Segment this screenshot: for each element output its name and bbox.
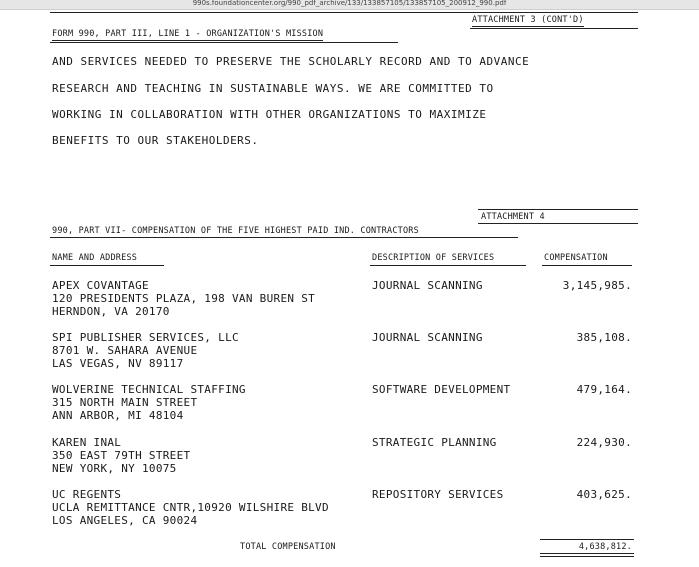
contractor-address-line-2: HERNDON, VA 20170 bbox=[52, 305, 170, 318]
contractor-name: KAREN INAL bbox=[52, 436, 122, 449]
contractor-address-line-1: 350 EAST 79TH STREET bbox=[52, 449, 191, 462]
contractor-name: SPI PUBLISHER SERVICES, LLC bbox=[52, 331, 239, 344]
compensation-amount: 224,930. bbox=[576, 436, 632, 449]
service-description: JOURNAL SCANNING bbox=[372, 279, 483, 292]
total-rule-top bbox=[540, 539, 634, 540]
total-compensation-label: TOTAL COMPENSATION bbox=[240, 542, 336, 552]
column-header-description-rule bbox=[370, 265, 526, 266]
compensation-amount: 3,145,985. bbox=[562, 279, 632, 292]
compensation-amount: 479,164. bbox=[576, 383, 632, 396]
attachment-4-label: ATTACHMENT 4 bbox=[481, 212, 545, 222]
top-rule bbox=[50, 12, 638, 13]
mission-heading: FORM 990, PART III, LINE 1 - ORGANIZATION'S MISSION bbox=[52, 29, 324, 39]
contractor-name: APEX COVANTAGE bbox=[52, 279, 149, 292]
mission-line-1: AND SERVICES NEEDED TO PRESERVE THE SCHOLARLY RECORD AND TO ADVANCE bbox=[52, 55, 530, 68]
total-compensation-value: 4,638,812. bbox=[578, 542, 632, 552]
column-header-name-rule bbox=[50, 265, 164, 266]
contractor-name: UC REGENTS bbox=[52, 488, 122, 501]
attachment-3-label: ATTACHMENT 3 (CONT'D) bbox=[472, 15, 584, 25]
column-header-compensation: COMPENSATION bbox=[544, 253, 608, 263]
contractor-address-line-1: 8701 W. SAHARA AVENUE bbox=[52, 344, 198, 357]
service-description: REPOSITORY SERVICES bbox=[372, 488, 504, 501]
contractor-address-line-2: LAS VEGAS, NV 89117 bbox=[52, 357, 184, 370]
mission-line-3: WORKING IN COLLABORATION WITH OTHER ORGANIZATIONS TO MAXIMIZE bbox=[52, 108, 487, 121]
column-header-compensation-rule bbox=[542, 265, 632, 266]
contractors-heading: 990, PART VII- COMPENSATION OF THE FIVE HIGHEST PAID IND. CONTRACTORS bbox=[52, 226, 419, 236]
total-rule-bottom-2 bbox=[540, 556, 634, 557]
compensation-amount: 403,625. bbox=[576, 488, 632, 501]
url-text[interactable]: 990s.foundationcenter.org/990_pdf_archive/133/133857105/133857105_200912_990.pdf bbox=[192, 0, 507, 7]
service-description: SOFTWARE DEVELOPMENT bbox=[372, 383, 511, 396]
contractor-address-line-2: LOS ANGELES, CA 90024 bbox=[52, 514, 198, 527]
contractors-heading-rule bbox=[50, 237, 518, 238]
browser-top-bar bbox=[0, 0, 699, 10]
compensation-amount: 385,108. bbox=[576, 331, 632, 344]
column-header-description: DESCRIPTION OF SERVICES bbox=[372, 253, 495, 263]
contractor-address-line-1: 120 PRESIDENTS PLAZA, 198 VAN BUREN ST bbox=[52, 292, 316, 305]
total-rule-bottom-1 bbox=[540, 553, 634, 554]
service-description: STRATEGIC PLANNING bbox=[372, 436, 497, 449]
contractor-address-line-2: ANN ARBOR, MI 48104 bbox=[52, 409, 184, 422]
mission-line-4: BENEFITS TO OUR STAKEHOLDERS. bbox=[52, 134, 259, 147]
contractor-address-line-1: 315 NORTH MAIN STREET bbox=[52, 396, 198, 409]
attachment-3-rule bbox=[470, 28, 638, 29]
attachment-4-rule bbox=[478, 223, 638, 224]
attachment-4-top-rule bbox=[478, 209, 638, 210]
contractor-name: WOLVERINE TECHNICAL STAFFING bbox=[52, 383, 246, 396]
mission-line-2: RESEARCH AND TEACHING IN SUSTAINABLE WAYS. WE ARE COMMITTED TO bbox=[52, 82, 494, 95]
service-description: JOURNAL SCANNING bbox=[372, 331, 483, 344]
contractor-address-line-2: NEW YORK, NY 10075 bbox=[52, 462, 177, 475]
contractor-address-line-1: UCLA REMITTANCE CNTR,10920 WILSHIRE BLVD bbox=[52, 501, 329, 514]
column-header-name: NAME AND ADDRESS bbox=[52, 253, 138, 263]
mission-heading-rule bbox=[50, 42, 398, 43]
